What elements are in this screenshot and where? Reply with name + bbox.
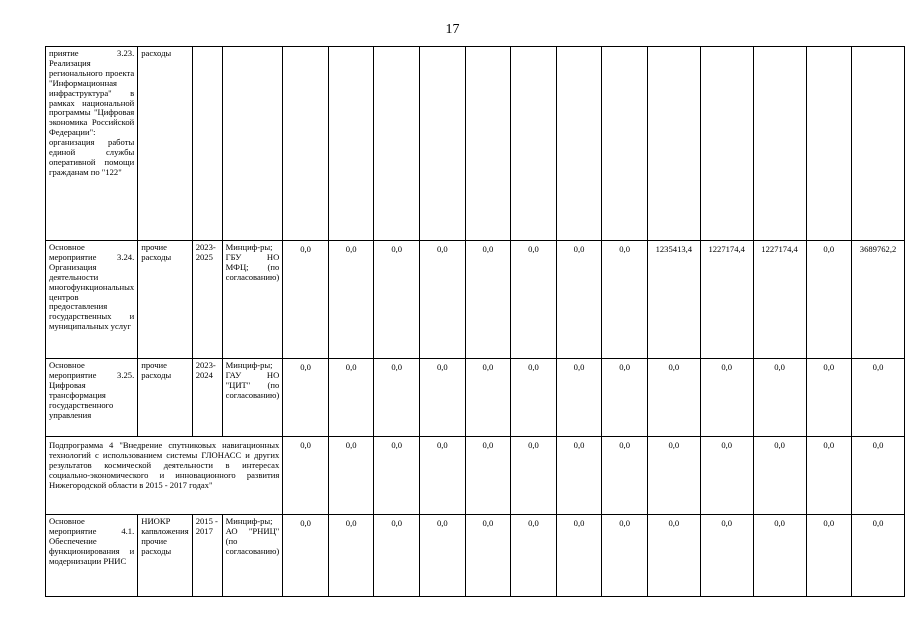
value-cell: 0,0 bbox=[602, 437, 648, 515]
value-cell: 0,0 bbox=[700, 359, 753, 437]
value-cell: 0,0 bbox=[852, 437, 905, 515]
measure-name-cell: Основное мероприятие 3.24. Организация деятельности многофункциональных центров предоставления государственных и муниципальных услуг bbox=[46, 241, 138, 359]
funding-source-cell: прочие расходы bbox=[138, 241, 192, 359]
value-cell: 0,0 bbox=[283, 359, 329, 437]
value-cell: 0,0 bbox=[465, 241, 511, 359]
value-cell bbox=[511, 47, 557, 241]
value-cell: 0,0 bbox=[374, 241, 420, 359]
value-cell: 0,0 bbox=[328, 241, 374, 359]
value-cell bbox=[328, 47, 374, 241]
value-cell: 0,0 bbox=[753, 437, 806, 515]
value-cell: 0,0 bbox=[556, 437, 602, 515]
table-row bbox=[46, 437, 905, 515]
value-cell: 0,0 bbox=[283, 437, 329, 515]
table-row bbox=[46, 515, 905, 597]
measure-name-cell: Основное мероприятие 4.1. Обеспечение функционирования и модернизации РНИС bbox=[46, 515, 138, 597]
value-cell: 0,0 bbox=[852, 515, 905, 597]
value-cell bbox=[420, 47, 466, 241]
value-cell: 0,0 bbox=[328, 359, 374, 437]
subprogram-name-cell: Подпрограмма 4 "Внедрение спутниковых навигационных технологий с использованием системы ГЛОНАСС и других результатов космической деятельности в интересах социально-экономического и инновационного развития Нижегородской области в 2015 - 2017 годах" bbox=[46, 437, 283, 515]
value-cell bbox=[374, 47, 420, 241]
value-cell: 0,0 bbox=[328, 515, 374, 597]
page-number: 17 bbox=[445, 22, 460, 37]
value-cell: 0,0 bbox=[753, 515, 806, 597]
value-cell bbox=[852, 47, 905, 241]
value-cell: 0,0 bbox=[556, 241, 602, 359]
period-cell bbox=[192, 47, 222, 241]
value-cell: 0,0 bbox=[852, 359, 905, 437]
value-cell: 1227174,4 bbox=[753, 241, 806, 359]
value-cell: 0,0 bbox=[556, 515, 602, 597]
value-cell: 0,0 bbox=[700, 437, 753, 515]
measure-name-cell: приятие 3.23. Реализация регионального проекта "Информационная инфраструктура" в рамках национальной программы "Цифровая экономика Российской Федерации": организация работы единой службы оперативной помощи гражданам по "122" bbox=[46, 47, 138, 241]
value-cell: 0,0 bbox=[647, 515, 700, 597]
value-cell bbox=[465, 47, 511, 241]
value-cell bbox=[647, 47, 700, 241]
value-cell: 0,0 bbox=[283, 515, 329, 597]
value-cell: 0,0 bbox=[420, 437, 466, 515]
value-cell: 0,0 bbox=[328, 437, 374, 515]
value-cell: 0,0 bbox=[511, 437, 557, 515]
value-cell: 0,0 bbox=[806, 359, 852, 437]
value-cell: 0,0 bbox=[511, 515, 557, 597]
measure-name-cell: Основное мероприятие 3.25. Цифровая трансформация государственного управления bbox=[46, 359, 138, 437]
budget-table bbox=[45, 46, 905, 597]
value-cell: 0,0 bbox=[602, 359, 648, 437]
value-cell: 0,0 bbox=[283, 241, 329, 359]
value-cell: 0,0 bbox=[511, 241, 557, 359]
value-cell: 0,0 bbox=[420, 515, 466, 597]
value-cell: 0,0 bbox=[700, 515, 753, 597]
value-cell: 0,0 bbox=[420, 241, 466, 359]
value-cell: 0,0 bbox=[465, 359, 511, 437]
funding-source-cell: НИОКР капвложения прочие расходы bbox=[138, 515, 192, 597]
value-cell: 0,0 bbox=[647, 359, 700, 437]
value-cell: 0,0 bbox=[602, 515, 648, 597]
value-cell: 0,0 bbox=[420, 359, 466, 437]
value-cell: 0,0 bbox=[806, 437, 852, 515]
value-cell: 0,0 bbox=[374, 437, 420, 515]
value-cell: 0,0 bbox=[806, 241, 852, 359]
value-cell: 1235413,4 bbox=[647, 241, 700, 359]
value-cell: 0,0 bbox=[647, 437, 700, 515]
value-cell bbox=[283, 47, 329, 241]
funding-source-cell: прочие расходы bbox=[138, 359, 192, 437]
value-cell: 0,0 bbox=[374, 359, 420, 437]
period-cell: 2023-2024 bbox=[192, 359, 222, 437]
executor-cell: Минциф-ры; ГАУ НО "ЦИТ" (по согласованию) bbox=[222, 359, 283, 437]
value-cell: 0,0 bbox=[753, 359, 806, 437]
period-cell: 2023-2025 bbox=[192, 241, 222, 359]
executor-cell: Минциф-ры; ГБУ НО МФЦ; (по согласованию) bbox=[222, 241, 283, 359]
value-cell: 0,0 bbox=[556, 359, 602, 437]
executor-cell bbox=[222, 47, 283, 241]
table-row bbox=[46, 359, 905, 437]
executor-cell: Минциф-ры; АО "РНИЦ" (по согласованию) bbox=[222, 515, 283, 597]
value-cell: 0,0 bbox=[374, 515, 420, 597]
value-cell: 0,0 bbox=[602, 241, 648, 359]
value-cell bbox=[806, 47, 852, 241]
value-cell bbox=[753, 47, 806, 241]
value-cell: 1227174,4 bbox=[700, 241, 753, 359]
value-cell bbox=[556, 47, 602, 241]
value-cell: 0,0 bbox=[465, 437, 511, 515]
period-cell: 2015 - 2017 bbox=[192, 515, 222, 597]
value-cell: 0,0 bbox=[806, 515, 852, 597]
table-row bbox=[46, 47, 905, 241]
funding-source-cell: расходы bbox=[138, 47, 192, 241]
table-row bbox=[46, 241, 905, 359]
value-cell: 0,0 bbox=[511, 359, 557, 437]
value-cell bbox=[700, 47, 753, 241]
value-cell: 0,0 bbox=[465, 515, 511, 597]
value-cell: 3689762,2 bbox=[852, 241, 905, 359]
value-cell bbox=[602, 47, 648, 241]
